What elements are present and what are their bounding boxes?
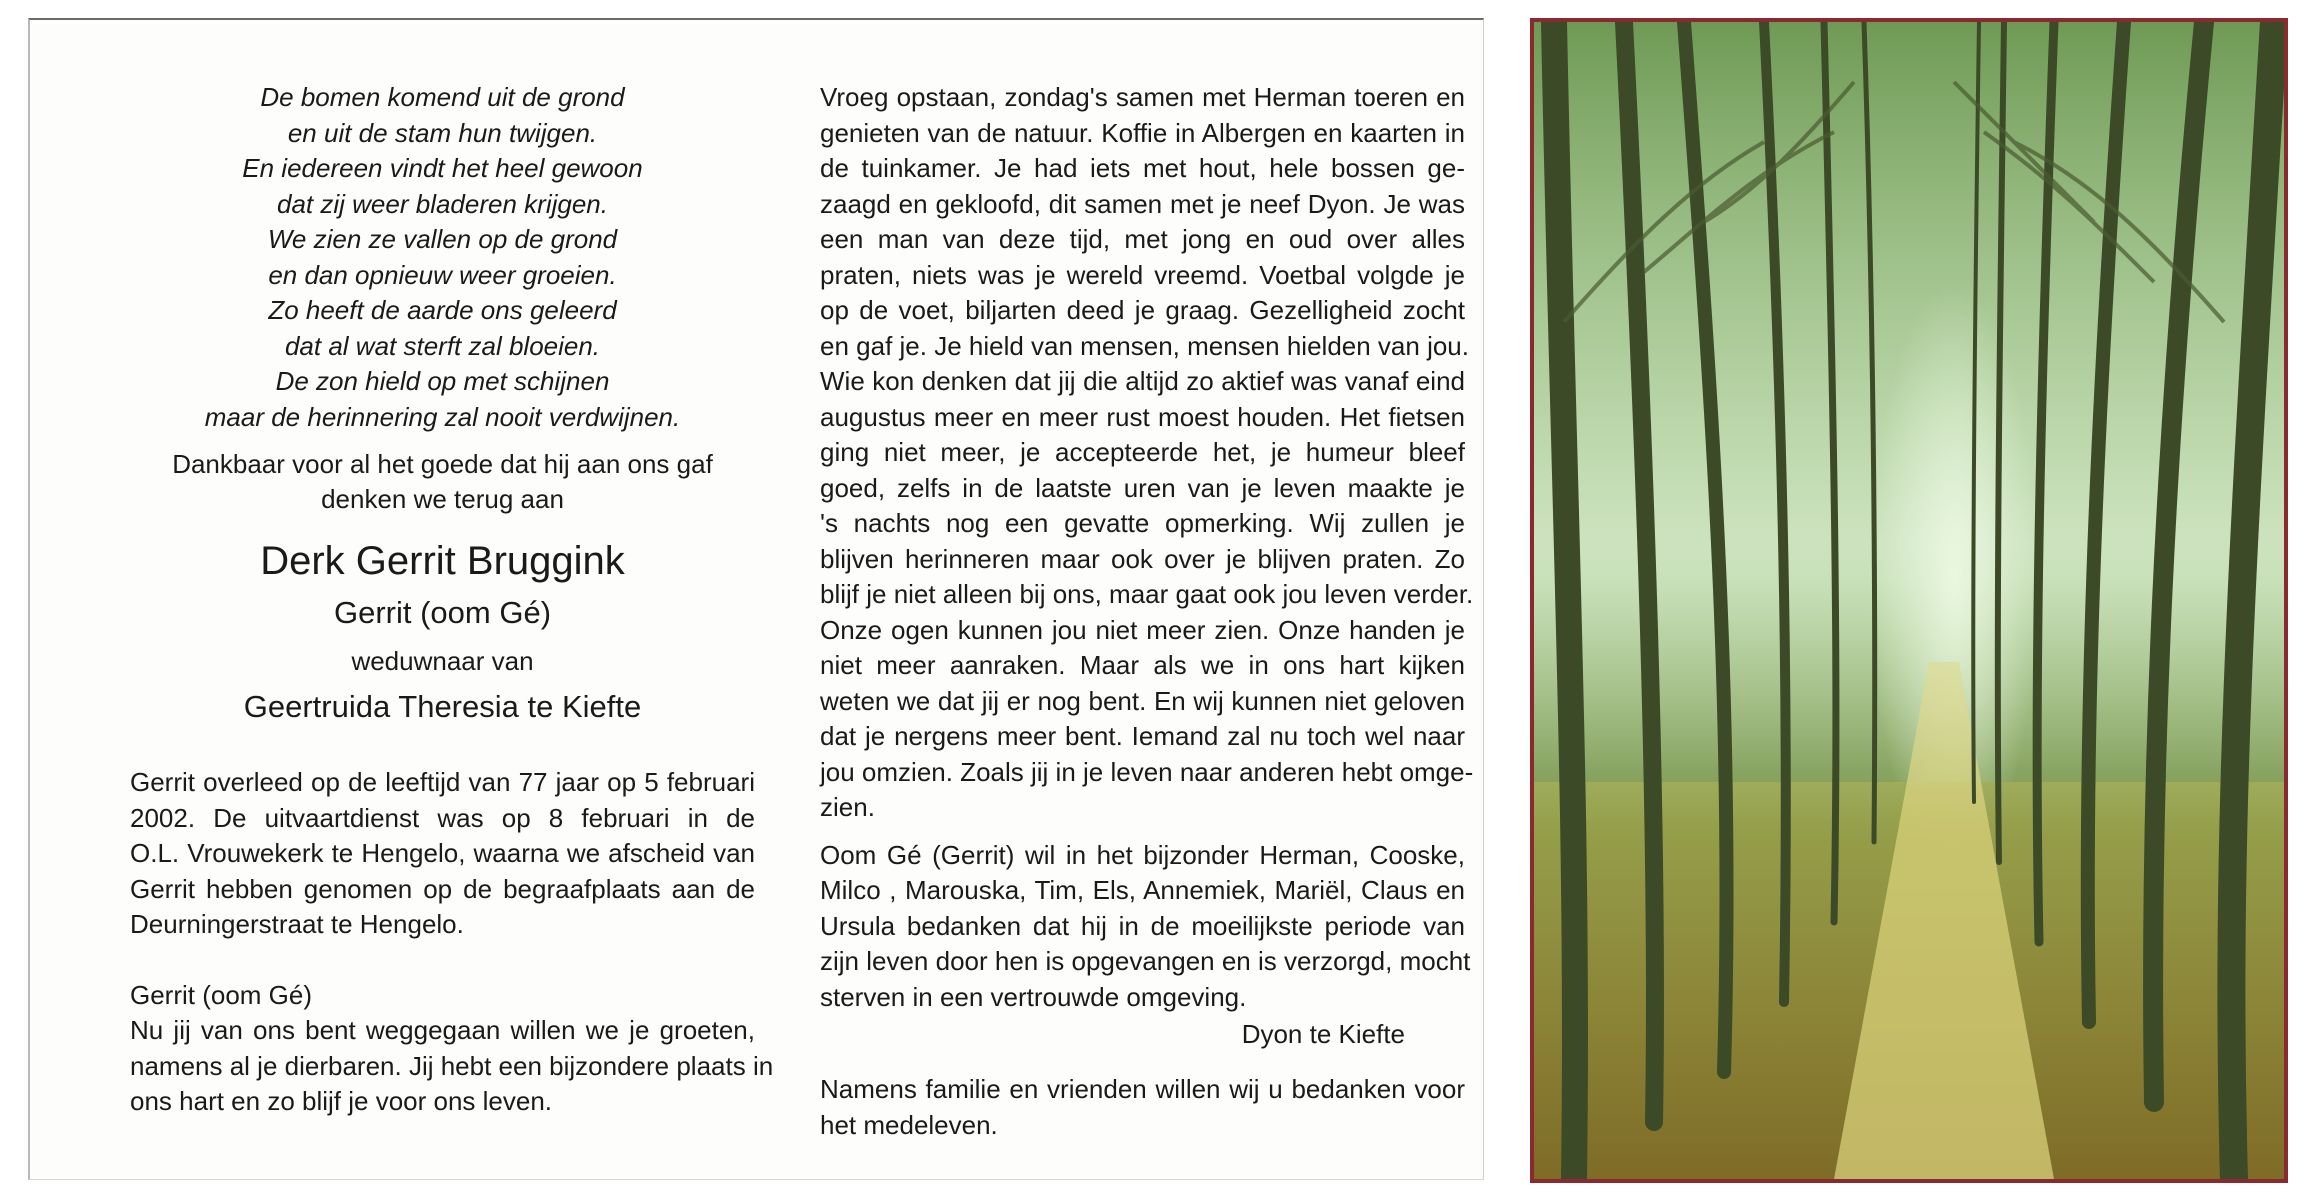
text-line: een man van deze tijd, met jong en oud over alles [820,224,1465,254]
poem-line: De zon hield op met schijnen [275,366,610,396]
text-line: Oom Gé (Gerrit) wil in het bijzonder Herman, Cooske, [820,839,1465,870]
deceased-nickname: Gerrit (oom Gé) [333,595,552,630]
deceased-name: Derk Gerrit Bruggink [260,539,625,583]
text-line: zaagd en gekloofd, dit samen met je neef Dyon. Je was [820,188,1465,219]
text-line: Vroeg opstaan, zondag's samen met Herman toeren en [820,82,1465,112]
text-line: jou omzien. Zoals jij in je leven naar anderen hebt omge- [820,756,1474,787]
text-line: blijven herinneren maar ook over je blijven praten. Zo [820,543,1465,574]
text-line: Milco , Marouska, Tim, Els, Annemiek, Mariël, Claus en [820,875,1465,905]
text-line: augustus meer en meer rust moest houden. Het fietsen [820,401,1465,432]
text-line: niet meer aanraken. Maar als we in ons hart kijken [820,650,1465,680]
text-line: ons hart en zo blijf je voor ons leven. [130,1086,553,1116]
text-line: dat je nergens meer bent. Iemand zal nu toch wel naar [820,721,1465,751]
text-line: goed, zelfs in de laatste uren van je leven maakte je [820,472,1465,503]
thanks-text [820,838,1471,1016]
text-line: blijf je niet alleen bij ons, maar gaat ook jou leven verder. [820,579,1474,609]
poem [130,80,755,435]
spouse-name: Geertruida Theresia te Kiefte [243,689,642,724]
intro-line: denken we terug aan [321,484,564,514]
closing-text [820,1072,1465,1143]
text-line: Ursula bedanken dat hij in de moeilijkste periode van [820,910,1465,941]
poem-line: maar de herinnering zal nooit verdwijnen. [204,401,681,432]
text-line: praten, niets was je wereld vreemd. Voetbal volgde je [820,259,1465,290]
text-line: Nu jij van ons bent weggegaan willen we je groeten, [130,1015,755,1045]
text-line: op de voet, biljarten deed je graag. Gezelligheid zocht [820,295,1465,325]
poem-line: We zien ze vallen op de grond [267,224,618,254]
signature: Dyon te Kiefte [1241,1019,1405,1049]
left-column [130,80,774,1120]
text-line: en gaf je. Je hield van mensen, mensen hielden van jou. [820,330,1469,361]
text-line: het medeleven. [820,1109,998,1140]
address-heading: Gerrit (oom Gé) [130,979,313,1010]
forest-path-photo [1530,18,2288,1183]
memories-text [820,80,1474,826]
death-notice [130,765,755,943]
poem-line: Zo heeft de aarde ons geleerd [268,295,617,325]
right-column [820,80,1474,1143]
farewell-text [130,1013,774,1120]
text-line: de tuinkamer. Je had iets met hout, hele bossen ge- [820,153,1465,183]
poem-line: en dan opnieuw weer groeien. [268,259,617,290]
text-line: 's nachts nog een gevatte opmerking. Wij zullen je [820,508,1465,538]
text-line: namens al je dierbaren. Jij hebt een bijzondere plaats in [130,1050,774,1081]
poem-line: en uit de stam hun twijgen. [287,117,598,148]
text-line: weten we dat jij er nog bent. En wij kunnen niet geloven [820,685,1465,716]
widower-label: weduwnaar van [351,646,534,676]
text-line: Gerrit hebben genomen op de begraafplaats aan de [130,873,755,904]
text-line: Deurningerstraat te Hengelo. [130,909,464,939]
poem-line: De bomen komend uit de grond [260,82,625,112]
text-line: ging niet meer, je accepteerde het, je humeur bleef [820,437,1465,467]
farewell-section [130,978,755,1014]
text-line: genieten van de natuur. Koffie in Albergen en kaarten in [820,117,1465,148]
memorial-card-text [28,18,1484,1180]
text-line: zijn leven door hen is opgevangen en is verzorgd, mocht [820,946,1471,976]
poem-line: dat al wat sterft zal bloeien. [284,330,601,361]
text-line: Wie kon denken dat jij die altijd zo aktief was vanaf eind [820,366,1465,396]
text-line: Gerrit overleed op de leeftijd van 77 jaar op 5 februari [130,767,755,797]
text-line: zien. [820,792,875,822]
forest-illustration [1534,22,2284,1179]
text-line: sterven in een vertrouwde omgeving. [820,981,1247,1012]
text-line: Namens familie en vrienden willen wij u bedanken voor [820,1074,1465,1104]
text-line: 2002. De uitvaartdienst was op 8 februari in de [130,802,755,833]
text-line: Onze ogen kunnen jou niet meer zien. Onze handen je [820,614,1465,645]
text-line: O.L. Vrouwekerk te Hengelo, waarna we afscheid van [130,838,755,868]
intro-line: Dankbaar voor al het goede dat hij aan ons gaf [172,449,713,479]
poem-line: En iedereen vindt het heel gewoon [242,153,643,183]
poem-line: dat zij weer bladeren krijgen. [277,188,608,219]
